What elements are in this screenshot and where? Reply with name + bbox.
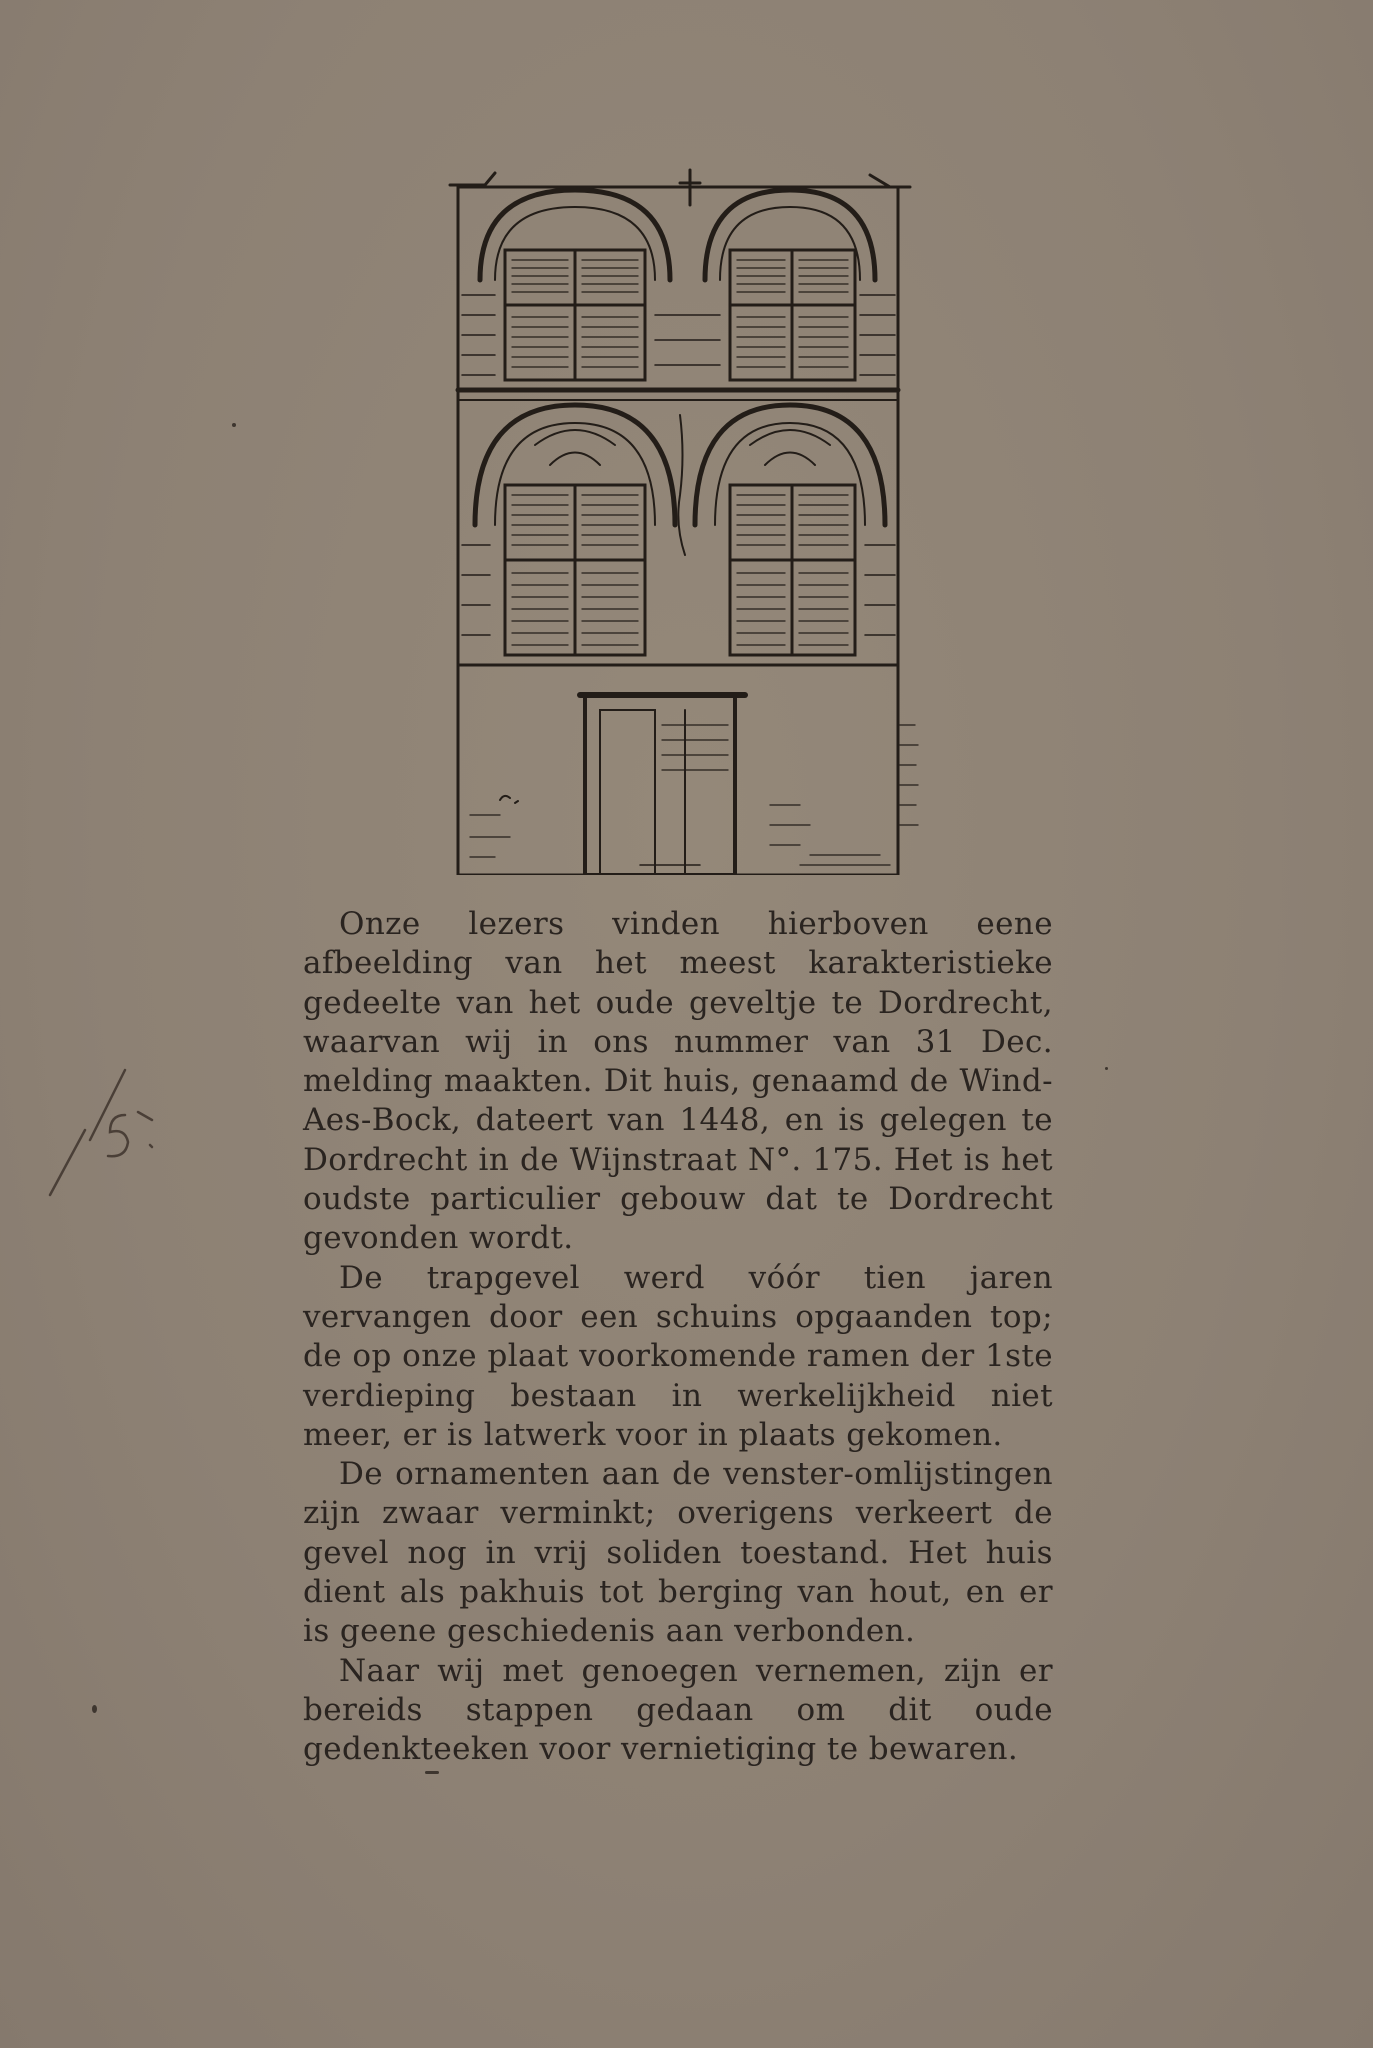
- paragraph-3: De ornamenten aan de venster-omlijstingen zijn zwaar verminkt; overigens verkeert de gevel nog in vrij soliden toestand. Het huis dient als pakhuis tot berging van hout, en er is geene geschiedenis aan verbonden.: [303, 1456, 1053, 1650]
- paper-speck: [232, 423, 236, 427]
- paper-speck: [425, 1771, 439, 1774]
- paragraph-2: De trapgevel werd vóór tien jaren vervangen door een schuins opgaanden top; de op onze plaat voorkomende ramen der 1ste verdieping bestaan in werkelijkheid niet meer, er is latwerk voor in plaats gekomen.: [303, 1259, 1053, 1453]
- gabled-house-facade-engraving: [440, 165, 920, 875]
- paragraph-1: Onze lezers vinden hierboven eene afbeelding van het meest karakteristieke gedeelte van het oude geveltje te Dordrecht, waarvan wij in ons nummer van 31 Dec. melding maakten. Dit huis, genaamd de Wind-Aes-Bock, dateert van 1448, en is gelegen te Dordrecht in de Wijnstraat N°. 175. Het is het oudste particulier gebouw dat te Dordrecht gevonden wordt.: [303, 906, 1053, 1257]
- article-text: [303, 905, 1053, 1770]
- paper-speck: [92, 1705, 97, 1713]
- pencil-mark-15: [30, 1060, 180, 1210]
- paragraph-4: Naar wij met genoegen vernemen, zijn er bereids stappen gedaan om dit oude gedenkteeken voor vernietiging te bewaren.: [303, 1652, 1053, 1768]
- paper-speck: [1105, 1067, 1108, 1070]
